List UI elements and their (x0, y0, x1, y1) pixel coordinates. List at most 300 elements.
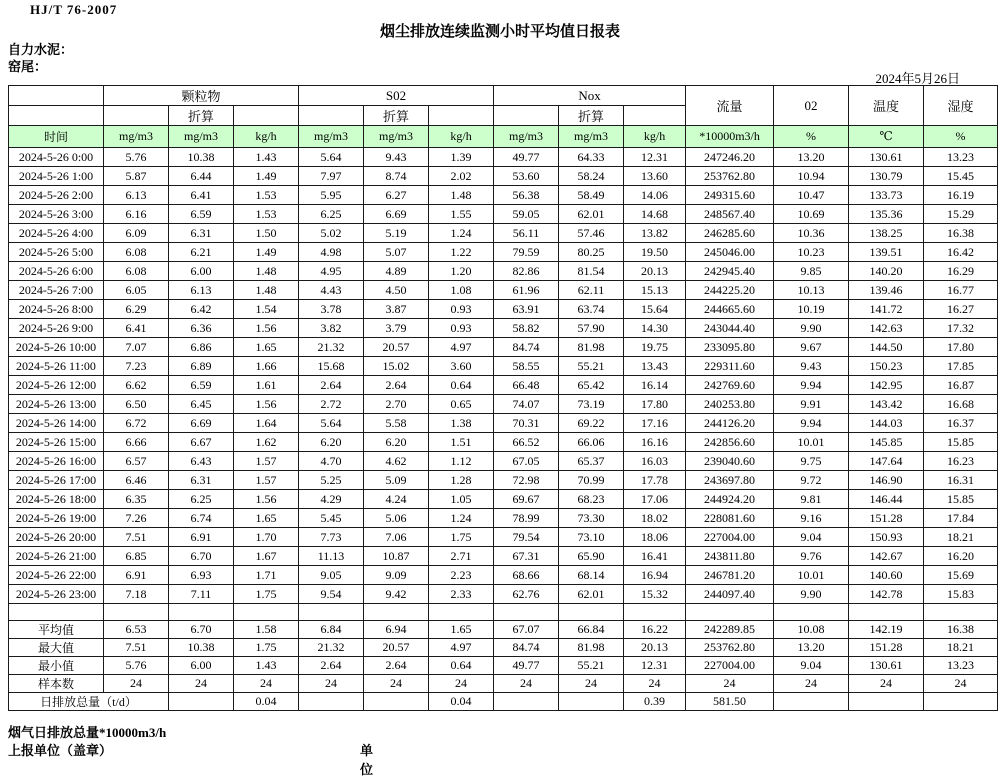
table-cell: 21.32 (299, 338, 364, 357)
time-cell: 2024-5-26 4:00 (9, 224, 104, 243)
table-cell: 67.07 (494, 621, 559, 639)
table-cell (559, 693, 624, 711)
table-cell: 5.58 (364, 414, 429, 433)
table-cell: 6.09 (104, 224, 169, 243)
table-cell: 74.07 (494, 395, 559, 414)
header-empty-cell (9, 106, 104, 126)
table-cell: 6.27 (364, 186, 429, 205)
table-row (9, 357, 998, 376)
table-cell: 7.97 (299, 167, 364, 186)
table-cell: 12.31 (624, 657, 686, 675)
table-row (9, 433, 998, 452)
time-cell: 2024-5-26 19:00 (9, 509, 104, 528)
table-cell (169, 693, 234, 711)
table-cell: 15.32 (624, 585, 686, 604)
table-cell: 13.23 (924, 148, 998, 167)
table-row (9, 528, 998, 547)
table-cell: 5.09 (364, 471, 429, 490)
table-cell: 244225.20 (686, 281, 774, 300)
table-cell: 24 (849, 675, 924, 693)
table-cell: 246285.60 (686, 224, 774, 243)
table-cell: 1.48 (429, 186, 494, 205)
converted-label-nox: 折算 (559, 106, 624, 126)
table-cell: 10.13 (774, 281, 849, 300)
empty-cell (774, 604, 849, 621)
group-nox: Nox (494, 86, 686, 106)
table-cell: 6.93 (169, 566, 234, 585)
table-cell: 1.65 (429, 621, 494, 639)
header-o2: 02 (774, 86, 849, 126)
header-humidity: 湿度 (924, 86, 998, 126)
table-cell: 9.09 (364, 566, 429, 585)
table-cell: 9.91 (774, 395, 849, 414)
time-cell: 2024-5-26 12:00 (9, 376, 104, 395)
empty-cell (429, 604, 494, 621)
table-cell: 15.13 (624, 281, 686, 300)
time-cell: 2024-5-26 11:00 (9, 357, 104, 376)
header-temperature: 温度 (849, 86, 924, 126)
table-cell: 68.23 (559, 490, 624, 509)
table-cell: 16.37 (924, 414, 998, 433)
table-cell: 0.93 (429, 300, 494, 319)
table-cell: 13.82 (624, 224, 686, 243)
table-cell: 18.21 (924, 639, 998, 657)
table-cell: 72.98 (494, 471, 559, 490)
table-cell: 1.43 (234, 148, 299, 167)
table-cell: 9.04 (774, 528, 849, 547)
table-cell: 6.94 (364, 621, 429, 639)
table-cell: 67.31 (494, 547, 559, 566)
table-cell: 24 (624, 675, 686, 693)
table-cell: 11.13 (299, 547, 364, 566)
table-cell: 6.57 (104, 452, 169, 471)
table-cell: 2.64 (364, 376, 429, 395)
table-cell: 246781.20 (686, 566, 774, 585)
table-cell: 2.71 (429, 547, 494, 566)
table-cell: 17.85 (924, 357, 998, 376)
table-cell: 16.38 (924, 621, 998, 639)
empty-cell (364, 604, 429, 621)
table-cell: 16.77 (924, 281, 998, 300)
table-cell: 2.23 (429, 566, 494, 585)
group-so2: S02 (299, 86, 494, 106)
table-cell: 14.68 (624, 205, 686, 224)
table-cell: 10.01 (774, 566, 849, 585)
table-cell: 81.98 (559, 639, 624, 657)
table-cell: 243697.80 (686, 471, 774, 490)
table-cell: 147.64 (849, 452, 924, 471)
table-cell: 1.57 (234, 471, 299, 490)
report-unit-label: 上报单位（盖章） (8, 743, 113, 758)
table-cell: 9.67 (774, 338, 849, 357)
table-cell: 19.75 (624, 338, 686, 357)
unit-cell: mg/m3 (104, 126, 169, 148)
table-cell: 24 (494, 675, 559, 693)
empty-cell (849, 604, 924, 621)
table-cell (774, 693, 849, 711)
unit-row (9, 126, 998, 148)
table-cell: 9.42 (364, 585, 429, 604)
table-cell: 9.72 (774, 471, 849, 490)
table-cell: 3.87 (364, 300, 429, 319)
unit-cell: ℃ (849, 126, 924, 148)
table-cell: 6.74 (169, 509, 234, 528)
table-row (9, 452, 998, 471)
table-cell: 2.64 (299, 657, 364, 675)
table-cell: 2.64 (299, 376, 364, 395)
table-cell: 57.46 (559, 224, 624, 243)
table-cell: 82.86 (494, 262, 559, 281)
table-cell: 62.01 (559, 585, 624, 604)
table-cell: 15.85 (924, 490, 998, 509)
table-cell: 81.98 (559, 338, 624, 357)
time-cell: 2024-5-26 6:00 (9, 262, 104, 281)
table-cell: 18.06 (624, 528, 686, 547)
time-cell: 2024-5-26 3:00 (9, 205, 104, 224)
time-cell: 2024-5-26 9:00 (9, 319, 104, 338)
table-cell: 1.55 (429, 205, 494, 224)
table-cell: 1.24 (429, 224, 494, 243)
table-cell: 3.79 (364, 319, 429, 338)
table-row (9, 205, 998, 224)
table-cell: 142.63 (849, 319, 924, 338)
table-cell: 6.31 (169, 471, 234, 490)
table-cell: 84.74 (494, 639, 559, 657)
table-cell: 7.51 (104, 528, 169, 547)
table-cell: 7.23 (104, 357, 169, 376)
table-cell: 1.43 (234, 657, 299, 675)
table-cell: 15.64 (624, 300, 686, 319)
table-cell: 5.07 (364, 243, 429, 262)
table-cell: 6.08 (104, 243, 169, 262)
table-cell: 6.66 (104, 433, 169, 452)
table-cell: 6.20 (299, 433, 364, 452)
table-cell: 21.32 (299, 639, 364, 657)
table-cell: 1.70 (234, 528, 299, 547)
table-cell: 17.80 (624, 395, 686, 414)
table-cell: 0.64 (429, 657, 494, 675)
table-cell: 84.74 (494, 338, 559, 357)
table-cell: 10.36 (774, 224, 849, 243)
table-cell: 20.13 (624, 639, 686, 657)
table-cell: 6.84 (299, 621, 364, 639)
table-cell: 1.61 (234, 376, 299, 395)
table-cell: 1.71 (234, 566, 299, 585)
table-cell: 1.22 (429, 243, 494, 262)
table-cell: 151.28 (849, 509, 924, 528)
table-cell: 9.76 (774, 547, 849, 566)
table-row (9, 585, 998, 604)
table-cell: 24 (169, 675, 234, 693)
table-cell: 1.38 (429, 414, 494, 433)
time-cell: 2024-5-26 23:00 (9, 585, 104, 604)
table-cell: 6.13 (169, 281, 234, 300)
table-cell: 6.13 (104, 186, 169, 205)
header-empty-cell (494, 106, 559, 126)
table-cell: 142.19 (849, 621, 924, 639)
table-cell: 5.76 (104, 657, 169, 675)
table-cell: 55.21 (559, 357, 624, 376)
table-cell: 73.10 (559, 528, 624, 547)
table-cell: 244665.60 (686, 300, 774, 319)
table-row (9, 243, 998, 262)
table-cell: 62.01 (559, 205, 624, 224)
unit-cell: mg/m3 (169, 126, 234, 148)
table-cell: 1.56 (234, 319, 299, 338)
table-cell: 6.70 (169, 547, 234, 566)
table-row (9, 639, 998, 657)
table-cell: 7.11 (169, 585, 234, 604)
table-cell: 1.56 (234, 490, 299, 509)
table-cell: 13.43 (624, 357, 686, 376)
table-cell: 0.93 (429, 319, 494, 338)
table-cell: 9.43 (364, 148, 429, 167)
table-cell: 4.43 (299, 281, 364, 300)
table-cell: 16.87 (924, 376, 998, 395)
table-cell: 4.50 (364, 281, 429, 300)
table-cell: 9.94 (774, 376, 849, 395)
table-cell: 17.78 (624, 471, 686, 490)
header-empty-cell (429, 106, 494, 126)
table-cell: 58.24 (559, 167, 624, 186)
table-cell: 16.42 (924, 243, 998, 262)
table-cell: 17.06 (624, 490, 686, 509)
table-cell: 5.64 (299, 414, 364, 433)
table-row (9, 148, 998, 167)
table-cell: 24 (429, 675, 494, 693)
table-cell: 63.91 (494, 300, 559, 319)
table-cell: 1.57 (234, 452, 299, 471)
table-cell: 10.19 (774, 300, 849, 319)
time-cell: 2024-5-26 21:00 (9, 547, 104, 566)
table-cell: 130.79 (849, 167, 924, 186)
table-cell: 16.20 (924, 547, 998, 566)
unit-cell: mg/m3 (494, 126, 559, 148)
table-cell: 4.89 (364, 262, 429, 281)
table-cell: 6.00 (169, 657, 234, 675)
table-cell: 8.74 (364, 167, 429, 186)
table-cell: 1.50 (234, 224, 299, 243)
table-cell: 53.60 (494, 167, 559, 186)
table-cell: 12.31 (624, 148, 686, 167)
table-row (9, 281, 998, 300)
table-cell: 1.67 (234, 547, 299, 566)
table-cell (299, 693, 364, 711)
table-cell: 20.57 (364, 338, 429, 357)
converted-label-pm: 折算 (169, 106, 234, 126)
table-cell: 6.69 (364, 205, 429, 224)
table-cell: 55.21 (559, 657, 624, 675)
table-cell: 17.16 (624, 414, 686, 433)
table-cell: 2.72 (299, 395, 364, 414)
time-cell: 2024-5-26 10:00 (9, 338, 104, 357)
table-cell: 58.55 (494, 357, 559, 376)
table-row (9, 319, 998, 338)
table-cell: 6.36 (169, 319, 234, 338)
table-cell: 65.90 (559, 547, 624, 566)
table-cell: 79.59 (494, 243, 559, 262)
table-cell: 6.89 (169, 357, 234, 376)
table-cell: 6.00 (169, 262, 234, 281)
table-cell: 253762.80 (686, 639, 774, 657)
header-empty-cell (624, 106, 686, 126)
table-cell: 7.07 (104, 338, 169, 357)
header-empty-cell (234, 106, 299, 126)
table-cell: 1.28 (429, 471, 494, 490)
table-cell: 5.95 (299, 186, 364, 205)
report-date: 2024年5月26日 (875, 71, 960, 86)
table-cell: 3.60 (429, 357, 494, 376)
table-cell: 15.45 (924, 167, 998, 186)
table-cell: 9.90 (774, 319, 849, 338)
table-row (9, 604, 998, 621)
table-cell: 142.95 (849, 376, 924, 395)
table-cell: 5.06 (364, 509, 429, 528)
table-cell: 16.31 (924, 471, 998, 490)
table-cell: 3.78 (299, 300, 364, 319)
table-cell: 6.42 (169, 300, 234, 319)
table-cell: 78.99 (494, 509, 559, 528)
table-cell: 227004.00 (686, 528, 774, 547)
table-cell: 1.39 (429, 148, 494, 167)
time-cell: 2024-5-26 17:00 (9, 471, 104, 490)
table-cell: 6.43 (169, 452, 234, 471)
table-cell: 13.23 (924, 657, 998, 675)
table-row (9, 224, 998, 243)
table-cell: 0.65 (429, 395, 494, 414)
table-cell: 6.59 (169, 376, 234, 395)
unit-cell: % (924, 126, 998, 148)
table-cell: 57.90 (559, 319, 624, 338)
table-cell: 140.60 (849, 566, 924, 585)
table-row (9, 186, 998, 205)
total-label: 日排放总量（t/d） (9, 693, 169, 711)
table-cell: 6.20 (364, 433, 429, 452)
table-cell: 10.69 (774, 205, 849, 224)
table-row (9, 547, 998, 566)
table-cell: 6.91 (104, 566, 169, 585)
table-cell: 10.94 (774, 167, 849, 186)
table-cell: 1.20 (429, 262, 494, 281)
table-cell: 67.05 (494, 452, 559, 471)
table-cell: 16.27 (924, 300, 998, 319)
table-cell: 6.62 (104, 376, 169, 395)
table-cell: 247246.20 (686, 148, 774, 167)
table-row (9, 414, 998, 433)
table-cell: 66.84 (559, 621, 624, 639)
table-cell: 1.65 (234, 509, 299, 528)
table-cell: 239040.60 (686, 452, 774, 471)
summary-label: 平均值 (9, 621, 104, 639)
table-cell: 0.39 (624, 693, 686, 711)
table-cell: 68.66 (494, 566, 559, 585)
table-cell: 245046.00 (686, 243, 774, 262)
header-empty-cell (9, 86, 104, 106)
table-cell: 70.99 (559, 471, 624, 490)
empty-cell (494, 604, 559, 621)
table-cell (364, 693, 429, 711)
table-cell: 133.73 (849, 186, 924, 205)
table-cell: 56.38 (494, 186, 559, 205)
table-cell: 242856.60 (686, 433, 774, 452)
empty-cell (924, 604, 998, 621)
empty-cell (624, 604, 686, 621)
unit-cell: % (774, 126, 849, 148)
table-cell: 6.50 (104, 395, 169, 414)
standard-number: HJ/T 76-2007 (30, 2, 118, 17)
summary-label: 最小值 (9, 657, 104, 675)
table-cell: 1.48 (234, 281, 299, 300)
table-cell: 233095.80 (686, 338, 774, 357)
table-cell: 10.01 (774, 433, 849, 452)
table-cell: 17.32 (924, 319, 998, 338)
table-cell: 135.36 (849, 205, 924, 224)
table-cell (494, 693, 559, 711)
table-cell: 59.05 (494, 205, 559, 224)
table-cell: 20.13 (624, 262, 686, 281)
table-cell: 227004.00 (686, 657, 774, 675)
table-cell: 6.16 (104, 205, 169, 224)
table-cell: 144.50 (849, 338, 924, 357)
table-cell: 69.22 (559, 414, 624, 433)
table-row (9, 490, 998, 509)
time-cell: 2024-5-26 16:00 (9, 452, 104, 471)
table-cell: 4.24 (364, 490, 429, 509)
table-cell: 6.45 (169, 395, 234, 414)
table-cell: 5.87 (104, 167, 169, 186)
table-cell: 9.90 (774, 585, 849, 604)
table-cell: 0.04 (429, 693, 494, 711)
table-cell: 13.20 (774, 639, 849, 657)
unit-cell: kg/h (429, 126, 494, 148)
table-cell: 4.29 (299, 490, 364, 509)
table-row (9, 338, 998, 357)
table-cell: 66.52 (494, 433, 559, 452)
table-cell: 5.25 (299, 471, 364, 490)
report-title: 烟尘排放连续监测小时平均值日报表 (379, 24, 620, 40)
table-cell: 6.29 (104, 300, 169, 319)
empty-cell (299, 604, 364, 621)
table-cell: 9.85 (774, 262, 849, 281)
table-cell: 2.02 (429, 167, 494, 186)
table-cell: 581.50 (686, 693, 774, 711)
unit-cell: mg/m3 (559, 126, 624, 148)
table-cell: 139.51 (849, 243, 924, 262)
table-row (9, 376, 998, 395)
time-header: 时间 (9, 126, 104, 148)
table-cell: 150.93 (849, 528, 924, 547)
table-cell: 6.25 (299, 205, 364, 224)
empty-cell (104, 604, 169, 621)
table-cell: 81.54 (559, 262, 624, 281)
table-cell: 7.51 (104, 639, 169, 657)
table-cell: 1.49 (234, 243, 299, 262)
table-cell: 1.66 (234, 357, 299, 376)
table-row (9, 509, 998, 528)
time-cell: 2024-5-26 8:00 (9, 300, 104, 319)
table-cell: 151.28 (849, 639, 924, 657)
table-cell (924, 693, 998, 711)
table-cell: 6.85 (104, 547, 169, 566)
table-cell: 6.46 (104, 471, 169, 490)
table-cell: 24 (104, 675, 169, 693)
table-cell: 6.70 (169, 621, 234, 639)
table-row (9, 300, 998, 319)
table-cell: 10.87 (364, 547, 429, 566)
table-cell: 142.67 (849, 547, 924, 566)
table-row (9, 566, 998, 585)
table-cell: 1.65 (234, 338, 299, 357)
